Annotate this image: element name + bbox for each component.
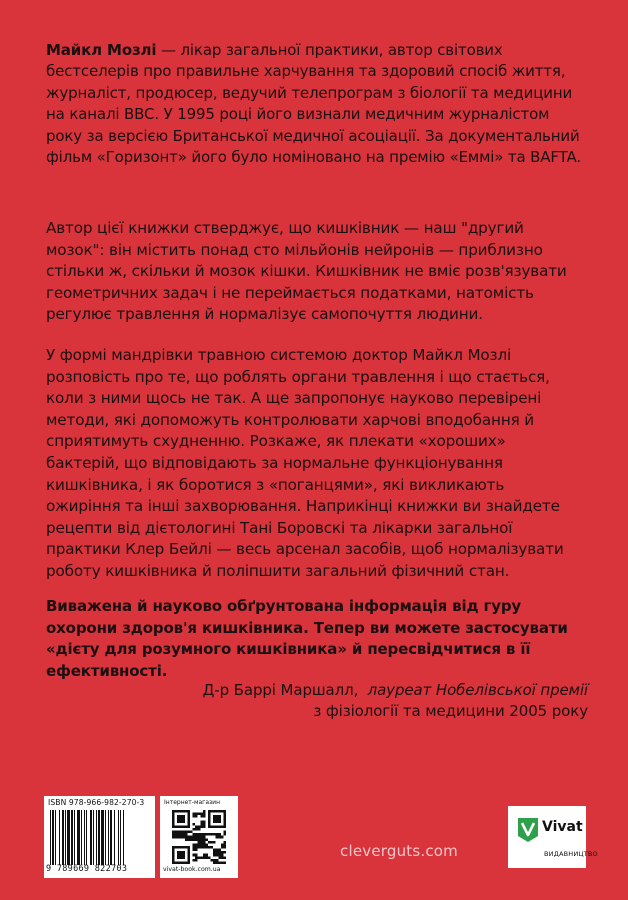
endorsement-title-line2: з фізіології та медицини 2005 року [313, 702, 588, 720]
qr-code-icon [172, 810, 226, 864]
description-paragraph-2 [46, 345, 582, 583]
endorsement-author: Д-р Баррі Маршалл, [202, 681, 359, 699]
isbn-digits: 9 789669 822703 [46, 864, 128, 874]
isbn-barcode [44, 796, 155, 878]
barcode-icon [48, 810, 151, 865]
endorsement-attribution [118, 680, 588, 722]
publisher-subtitle: ВИДАВНИЦТВО [544, 850, 598, 858]
vivat-logo-icon [516, 816, 540, 844]
endorsement-title: лауреат Нобелівської премії [367, 681, 588, 699]
publisher-logo [508, 806, 598, 868]
paragraph-text: Автор цієї книжки стверджує, що кишківник — наш "другий мозок": він містить понад сто мільйонів нейронів — приблизно стільки ж, скільки й мозок кішки. Кишківник не вміє розв'язувати геометричних задач і не переймається податками, натомість регулює травлення й нормалізує самопочуття людини. [46, 219, 567, 324]
qr-url: vivat-book.com.ua [163, 866, 221, 873]
endorsement-text: Виважена й науково обґрунтована інформація від гуру охорони здоров'я кишківника. Тепер ви можете застосувати «дієту для розумного кишківника» й пересвідчитися в її ефективності. [46, 597, 568, 680]
endorsement-quote [46, 596, 582, 682]
author-bio [46, 40, 582, 168]
qr-label: Інтернет-магазин [164, 799, 221, 806]
website-link: cleverguts.com [340, 842, 458, 860]
isbn-label: ISBN 978-966-982-270-3 [48, 798, 145, 807]
publisher-name: Vivat [542, 819, 583, 835]
author-name: Майкл Мозлі [46, 41, 157, 59]
qr-code-block [160, 796, 238, 878]
description-paragraph-1 [46, 218, 582, 326]
paragraph-text: У формі мандрівки травною системою доктор Майкл Мозлі розповість про те, що роблять органи травлення і що стається, коли з ними щось не так. А ще запропонує науково перевірені методи, які допоможуть контролювати харчові вподобання й сприятимуть схудненню. Розкаже, як плекати «хороших» бактерій, що відповідають за нормальне функціонування кишківника, і як боротися з «поганцями», які викликають ожиріння та інші захворювання. Наприкінці книжки ви знайдете рецепти від дієтологині Тані Боровскі та лікарки загальної практики Клер Бейлі — весь арсенал засобів, щоб нормалізувати роботу кишківника й поліпшити загальний фізичний стан. [46, 346, 564, 580]
author-bio-text: — лікар загальної практики, автор світових бестселерів про правильне харчування та здоровий спосіб життя, журналіст, продюсер, ведучий телепрограм з біології та медицини на каналі BBC. У 1995 році його визнали медичним журналістом року за версією Британської медичної асоціації. За документальний фільм «Горизонт» його було номіновано на премію «Еммі» та BAFTA. [46, 41, 581, 167]
